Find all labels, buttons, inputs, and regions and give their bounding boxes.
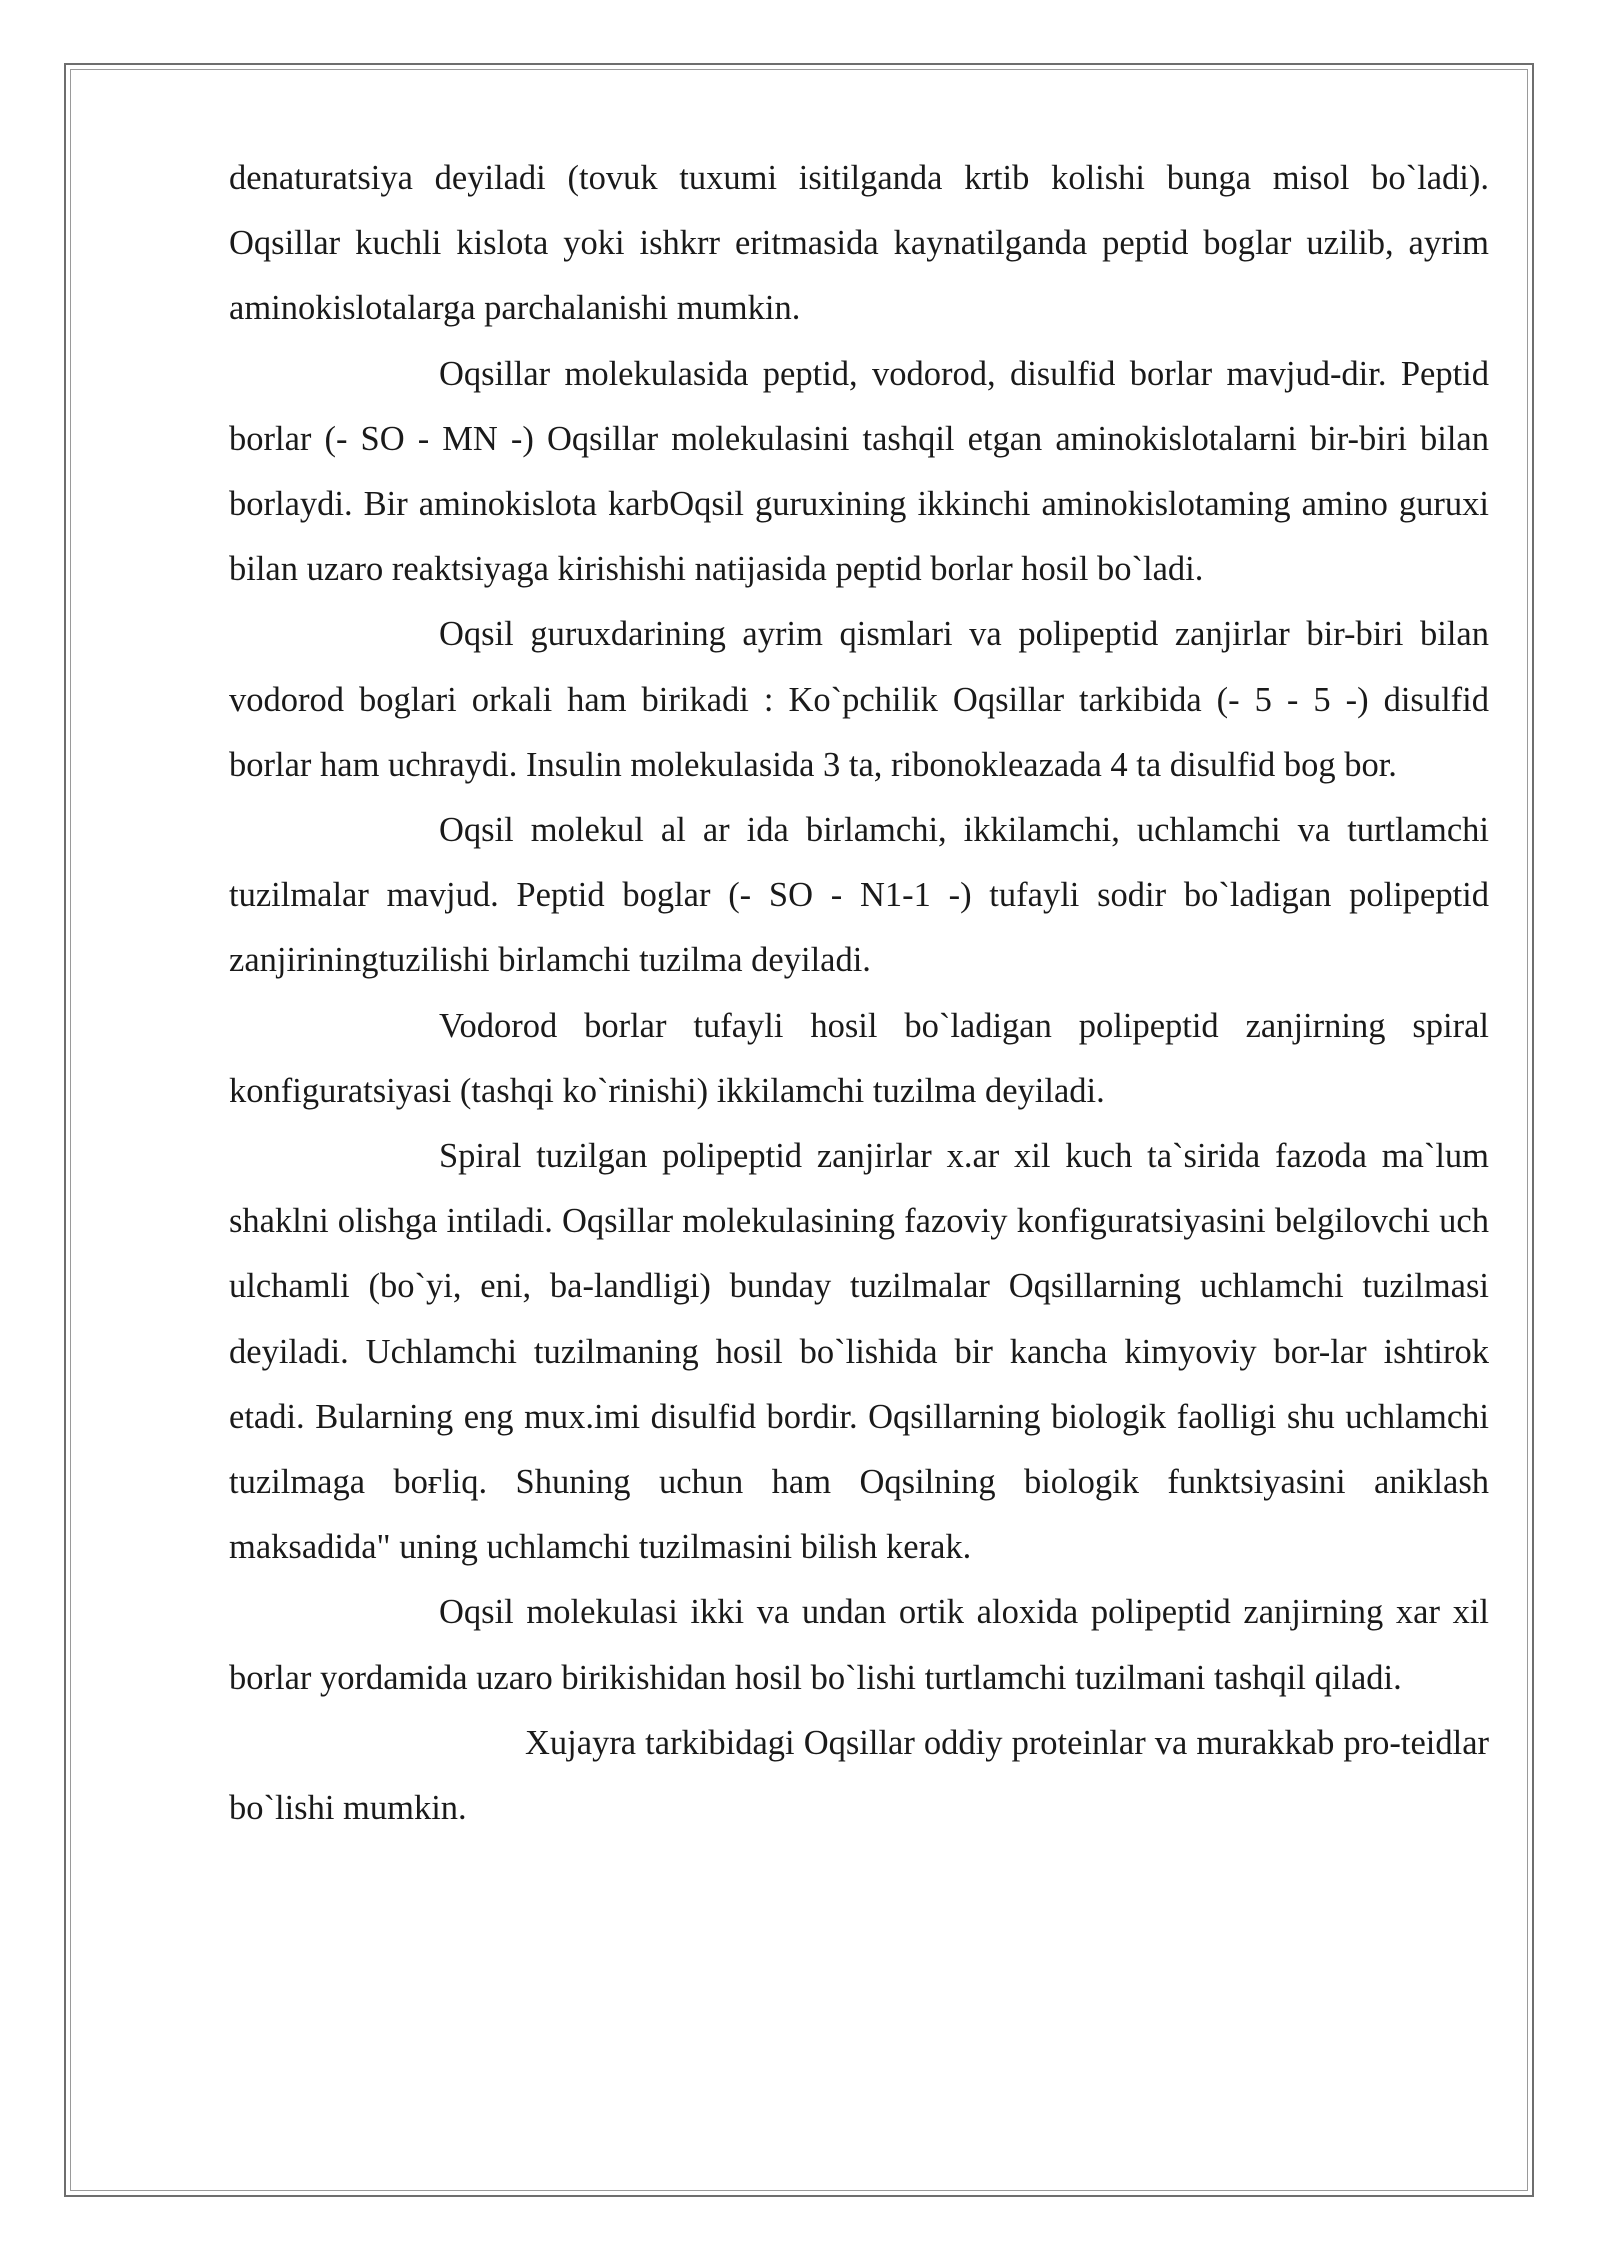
- document-body: [229, 146, 1489, 1841]
- paragraph-hydrogen-disulfide: Oqsil guruxdarining ayrim qismlari va polipeptid zanjirlar bir-biri bilan vodorod boglari orkali ham birikadi : Ko`pchilik Oqsillar tarkibida (- 5 - 5 -) disulfid borlar ham uchraydi. Insulin molekulasida 3 ta, ribonokleazada 4 ta disulfid bog bor.: [229, 615, 1489, 784]
- paragraph-quaternary-structure: Oqsil molekulasi ikki va undan ortik aloxida polipeptid zanjirning xar xil borlar yordamida uzaro birikishidan hosil bo`lishi turtlamchi tuzilmani tashqil qiladi.: [229, 1593, 1489, 1697]
- paragraph-denaturation: denaturatsiya deyiladi (tovuk tuxumi isitilganda krtib kolishi bunga misol bo`ladi). Oqsillar kuchli kislota yoki ishkrr eritmasida kaynatilganda peptid boglar uzilib, ayrim aminokislotalarga parchalanishi mumkin.: [229, 159, 1489, 328]
- paragraph-secondary-structure: Vodorod borlar tufayli hosil bo`ladigan polipeptid zanjirning spiral konfiguratsiyasi (tashqi ko`rinishi) ikkilamchi tuzilma deyiladi.: [229, 1006, 1489, 1110]
- paragraph-primary-structure: Oqsil molekul al ar ida birlamchi, ikkilamchi, uchlamchi va turtlamchi tuzilmalar mavjud. Peptid boglar (- SO - N1-1 -) tufayli sodir bo`ladigan polipeptid zanjiriningtuzilishi birlamchi tuzilma deyiladi.: [229, 811, 1489, 980]
- paragraph-tertiary-structure: Spiral tuzilgan polipeptid zanjirlar x.ar xil kuch ta`sirida fazoda ma`lum shaklni olishga intiladi. Oqsillar molekulasining fazoviy konfiguratsiyasini belgilovchi uch ulchamli (bo`yi, eni, ba-landligi) bunday tuzilmalar Oqsillarning uchlamchi tuzilmasi deyiladi. Uchlamchi tuzilmaning hosil bo`lishida bir kancha kimyoviy bor-lar ishtirok etadi. Bularning eng mux.imi disulfid bordir. Oqsillarning biologik faolligi shu uchlamchi tuzilmaga boғliq. Shuning uchun ham Oqsilning biologik funktsiyasini aniklash maksadida" uning uchlamchi tuzilmasini bilish kerak.: [229, 1137, 1489, 1567]
- paragraph-protein-types: Xujayra tarkibidagi Oqsillar oddiy proteinlar va murakkab pro-teidlar bo`lishi mumkin.: [229, 1723, 1489, 1828]
- paragraph-bonds: Oqsillar molekulasida peptid, vodorod, disulfid borlar mavjud-dir. Peptid borlar (- SO - MN -) Oqsillar molekulasini tashqil etgan aminokislotalarni bir-biri bilan borlaydi. Bir aminokislota karbOqsil guruxining ikkinchi aminokislotaming amino guruxi bilan uzaro reaktsiyaga kirishishi natijasida peptid borlar hosil bo`ladi.: [229, 354, 1489, 589]
